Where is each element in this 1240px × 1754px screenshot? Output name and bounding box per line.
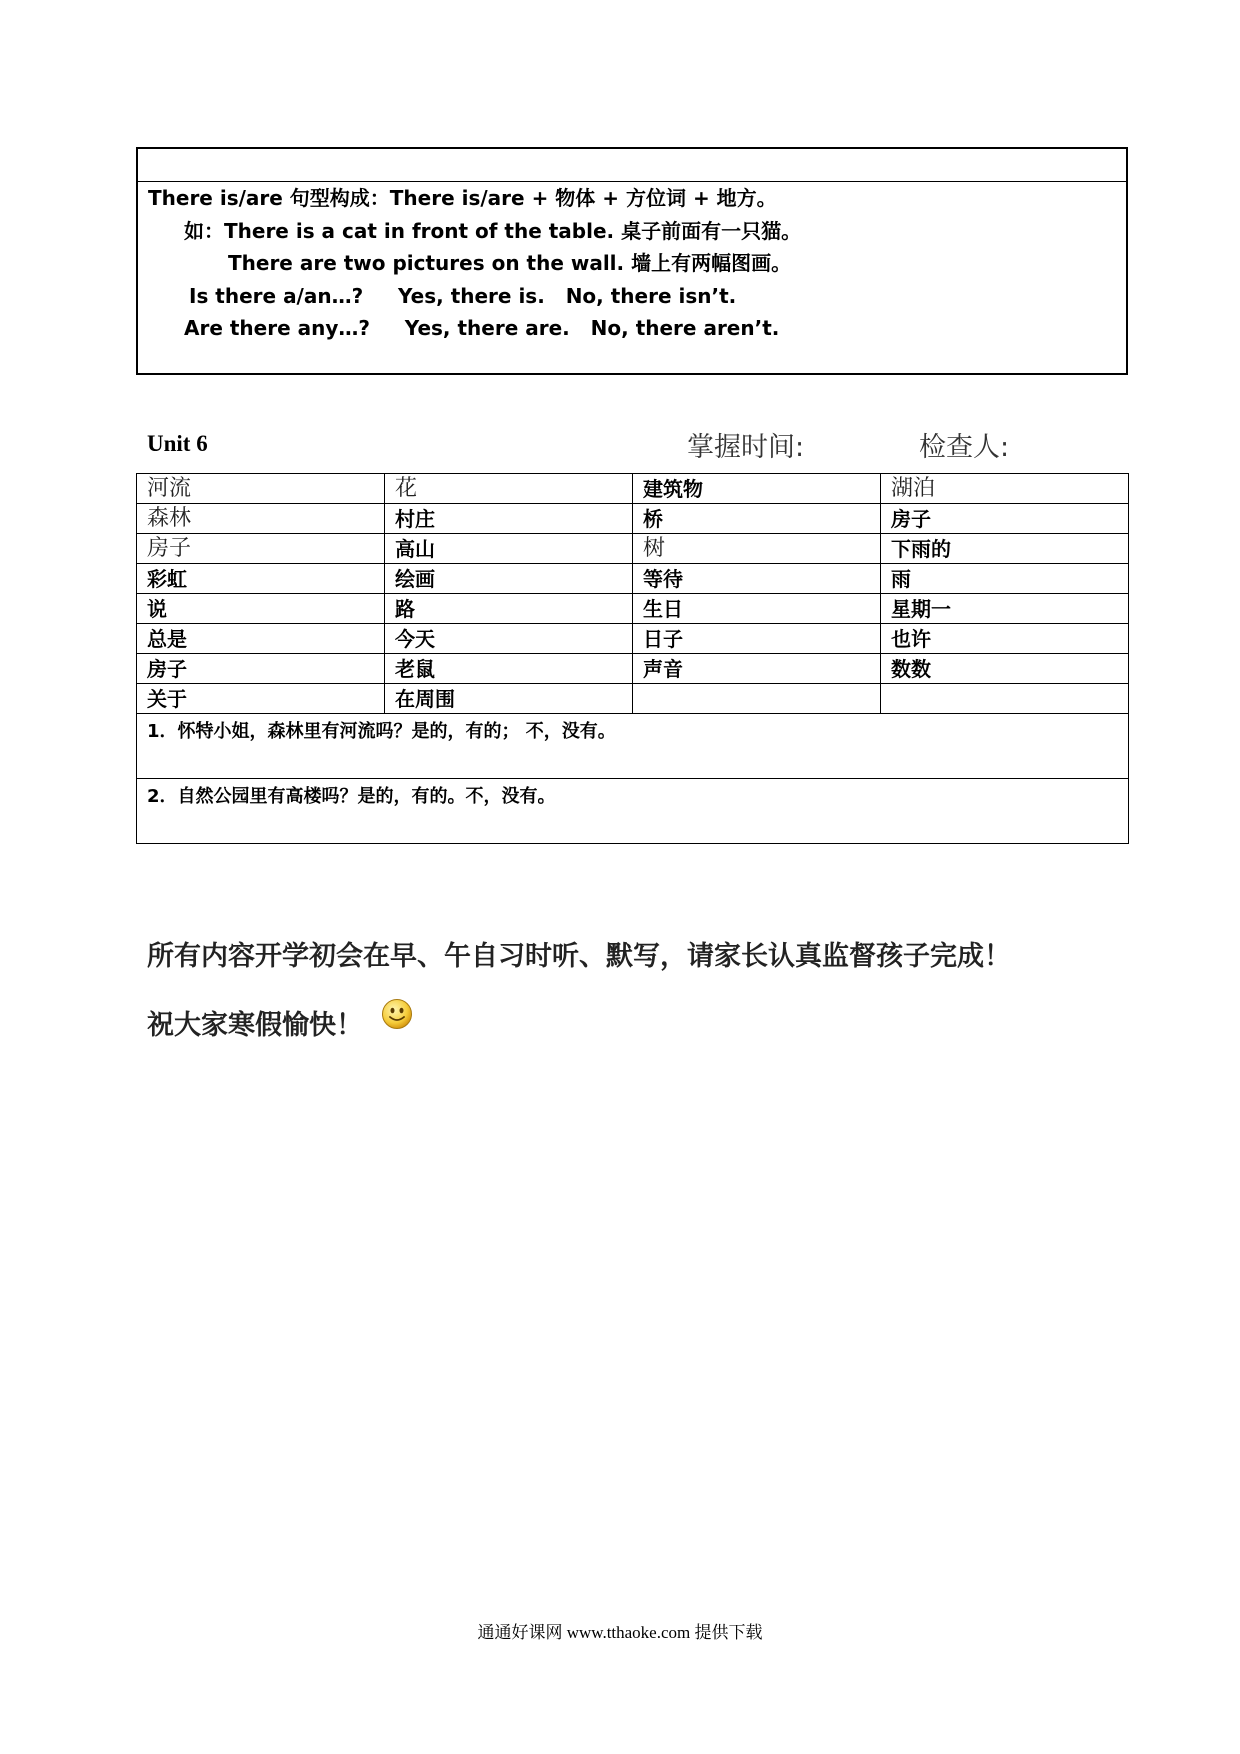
master-time-label: 掌握时间: xyxy=(687,432,805,463)
table-row xyxy=(137,474,1129,504)
unit-title: Unit 6 xyxy=(147,431,208,456)
vocab-cell: 路 xyxy=(385,594,633,624)
vocab-cell: 也许 xyxy=(881,624,1129,654)
grammar-line-example-2: There are two pictures on the wall. 墙上有两幅图画。 xyxy=(228,251,792,275)
grammar-line-structure: There is/are 句型构成：There is/are + 物体 + 方位词 + 地方。 xyxy=(148,186,777,210)
vocab-cell: 日子 xyxy=(633,624,881,654)
grammar-box-header-row xyxy=(138,149,1126,182)
table-row xyxy=(137,779,1129,844)
table-row xyxy=(137,534,1129,564)
smiley-face-icon xyxy=(381,998,413,1030)
vocab-cell: 房子 xyxy=(881,504,1129,534)
vocab-table xyxy=(136,473,1129,844)
vocab-cell xyxy=(633,684,881,714)
grammar-box xyxy=(136,147,1128,375)
grammar-line-are-there: Are there any…? Yes, there are. No, there aren’t. xyxy=(184,316,780,340)
vocab-cell: 雨 xyxy=(881,564,1129,594)
vocab-cell: 桥 xyxy=(633,504,881,534)
vocab-cell: 彩虹 xyxy=(137,564,385,594)
parent-note: 所有内容开学初会在早、午自习时听、默写，请家长认真监督孩子完成！ xyxy=(147,941,1011,972)
vocab-cell: 关于 xyxy=(137,684,385,714)
grammar-line-is-there: Is there a/an…? Yes, there is. No, there isn’t. xyxy=(189,283,737,308)
grammar-line-example-1: 如：There is a cat in front of the table. 桌子前面有一只猫。 xyxy=(184,218,802,243)
table-row xyxy=(137,714,1129,779)
vocab-cell: 高山 xyxy=(385,534,633,564)
table-row xyxy=(137,624,1129,654)
vocab-cell: 数数 xyxy=(881,654,1129,684)
vocab-cell: 房子 xyxy=(137,654,385,684)
checker-label: 检查人: xyxy=(919,432,1010,463)
vocab-cell: 声音 xyxy=(633,654,881,684)
unit-header xyxy=(147,425,1127,465)
vocab-cell: 下雨的 xyxy=(881,534,1129,564)
vocab-cell: 生日 xyxy=(633,594,881,624)
vocab-cell: 房子 xyxy=(137,534,385,564)
sentence-1: 1．怀特小姐，森林里有河流吗？是的，有的； 不，没有。 xyxy=(137,714,1129,779)
vocab-cell: 星期一 xyxy=(881,594,1129,624)
vocab-cell: 今天 xyxy=(385,624,633,654)
vocab-cell: 花 xyxy=(385,474,633,504)
vocab-cell: 在周围 xyxy=(385,684,633,714)
vocab-cell: 森林 xyxy=(137,504,385,534)
vocab-cell xyxy=(881,684,1129,714)
holiday-wish: 祝大家寒假愉快！ xyxy=(147,1010,363,1041)
vocab-cell: 村庄 xyxy=(385,504,633,534)
vocab-cell: 说 xyxy=(137,594,385,624)
table-row xyxy=(137,654,1129,684)
vocab-cell: 绘画 xyxy=(385,564,633,594)
vocab-cell: 总是 xyxy=(137,624,385,654)
vocab-cell: 老鼠 xyxy=(385,654,633,684)
table-row xyxy=(137,684,1129,714)
sentence-2: 2．自然公园里有高楼吗？是的，有的。不，没有。 xyxy=(137,779,1129,844)
footer: 通通好课网 www.tthaoke.com 提供下载 xyxy=(477,1623,763,1642)
table-row xyxy=(137,594,1129,624)
vocab-cell: 河流 xyxy=(137,474,385,504)
vocab-cell: 树 xyxy=(633,534,881,564)
vocab-cell: 湖泊 xyxy=(881,474,1129,504)
vocab-cell: 等待 xyxy=(633,564,881,594)
table-row xyxy=(137,564,1129,594)
table-row xyxy=(137,504,1129,534)
vocab-cell: 建筑物 xyxy=(633,474,881,504)
